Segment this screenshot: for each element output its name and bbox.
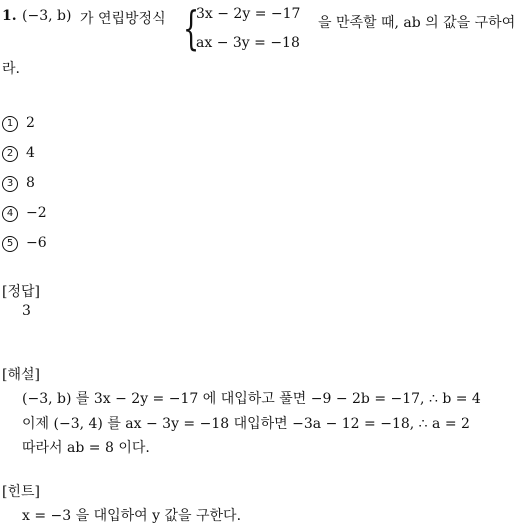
option-mark: 2 [2,146,18,162]
answer-label: [정답] [2,284,40,300]
option-value: 2 [26,115,35,131]
system-equation-2: ax − 3y = −18 [196,35,300,51]
option-3 [2,175,35,192]
option-value: −6 [26,235,47,251]
hint-text: x = −3 을 대입하여 y 값을 구한다. [22,508,242,524]
option-4 [2,205,47,222]
option-value: 8 [26,175,35,191]
system-brace: { [183,1,200,55]
hint-label: [힌트] [2,484,40,500]
explanation-line-1: (−3, b) 를 3x − 2y = −17 에 대입하고 풀면 −9 − 2b = −17, ∴ b = 4 [22,391,481,407]
question-text-after: 을 만족할 때, ab 의 값을 구하여 [318,15,516,31]
question-point: (−3, b) [22,8,72,24]
option-mark: 1 [2,116,18,132]
option-5 [2,235,47,252]
question-text-before: 가 연립방정식 [80,11,166,27]
system-equation-1: 3x − 2y = −17 [196,6,301,22]
option-mark: 3 [2,176,18,192]
option-value: −2 [26,205,47,221]
question-continuation: 라. [2,61,20,77]
option-mark: 4 [2,206,18,222]
explanation-line-3: 따라서 ab = 8 이다. [22,440,150,456]
explanation-label: [해설] [2,367,40,383]
option-1 [2,115,35,132]
option-2 [2,145,35,162]
explanation-line-2: 이제 (−3, 4) 를 ax − 3y = −18 대입하면 −3a − 12 = −18, ∴ a = 2 [22,416,470,432]
option-mark: 5 [2,236,18,252]
option-value: 4 [26,145,35,161]
answer-value: 3 [22,303,31,319]
question-number: 1. [2,8,17,24]
